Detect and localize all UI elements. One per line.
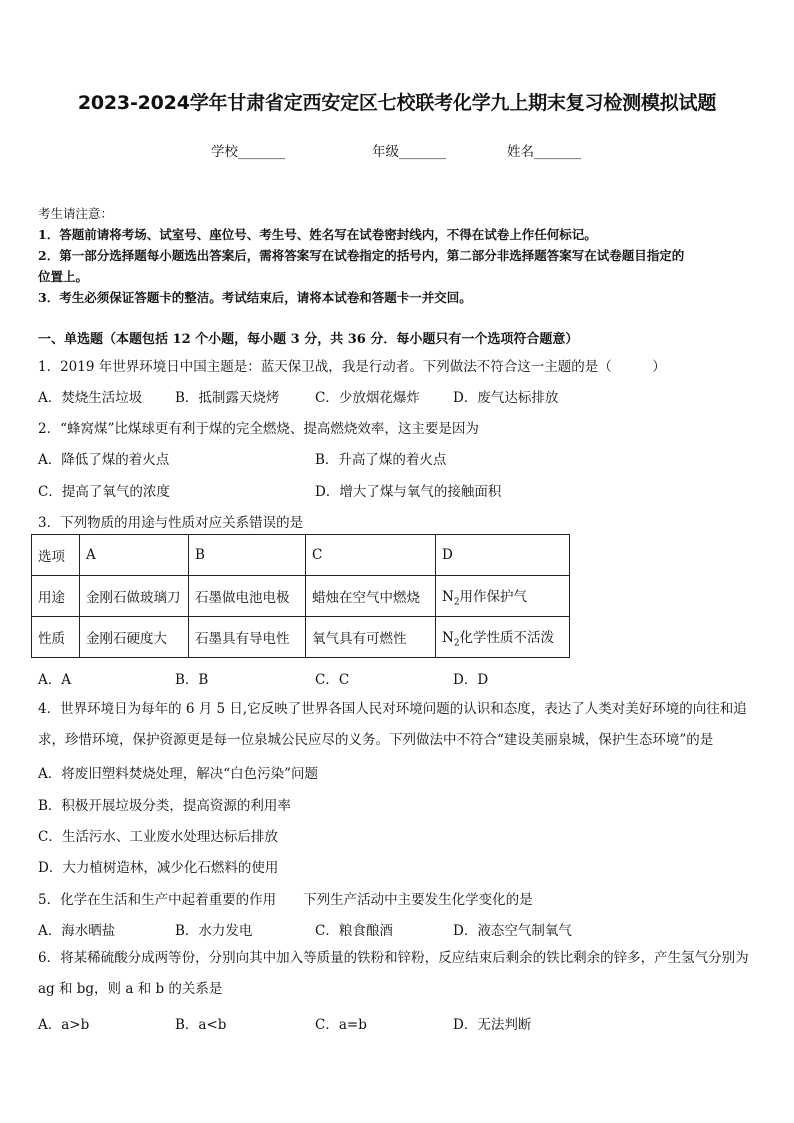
notice-item-1: 1．答题前请将考场、试室号、座位号、考生号、姓名写在试卷密封线内，不得在试卷上作任何标记。: [38, 227, 597, 242]
table-cell: 氧气具有可燃性: [306, 617, 436, 658]
table-cell: [436, 617, 570, 658]
section-heading: 一、单选题（本题包括 12 个小题，每小题 3 分，共 36 分．每小题只有一个选项符合题意）: [38, 332, 579, 347]
q3-table: [31, 534, 570, 658]
table-cell: [436, 576, 570, 617]
q1-option-a[interactable]: A．焚烧生活垃圾: [38, 390, 143, 406]
q4-option-b[interactable]: B．积极开展垃圾分类，提高资源的利用率: [38, 798, 291, 814]
q6-option-c[interactable]: C．a=b: [315, 1017, 367, 1033]
q6-option-d[interactable]: D．无法判断: [453, 1017, 532, 1033]
q1-option-c[interactable]: C．少放烟花爆炸: [315, 390, 420, 406]
q4-stem: 4．世界环境日为每年的 6 月 5 日,它反映了世界各国人民对环境问题的认识和态度，表达了人类对美好环境的向往和追求，珍惜环境，保护资源更是每一位泉城公民应尽的义务。下列做法中不符合“建设美丽泉城，保护生态环境”的是: [38, 701, 747, 748]
table-cell: 金刚石做玻璃刀: [80, 576, 189, 617]
q2-stem: 2．“蜂窝煤”比煤球更有利于煤的完全燃烧、提高燃烧效率，这主要是因为: [38, 421, 479, 437]
notice-heading: 考生请注意：: [38, 206, 114, 221]
table-cell: 用途: [32, 576, 80, 617]
table-cell: 石墨做电池电极: [189, 576, 306, 617]
q5-option-c[interactable]: C．粮食酿酒: [315, 923, 393, 939]
q1-option-d[interactable]: D．废气达标排放: [453, 390, 559, 406]
grade-field[interactable]: 年级_______: [372, 144, 447, 160]
table-cell: D: [436, 535, 570, 576]
school-field[interactable]: 学校_______: [211, 144, 286, 160]
q6-stem: 6．将某稀硫酸分成两等份，分别向其中加入等质量的铁粉和锌粉，反应结束后剩余的铁比剩余的锌多，产生氢气分别为 ag 和 bg，则 a 和 b 的关系是: [38, 950, 749, 997]
table-row: [32, 576, 570, 617]
notice-item-3: 3．考生必须保证答题卡的整洁。考试结束后，请将本试卷和答题卡一并交回。: [38, 290, 472, 305]
table-cell: 石墨具有导电性: [189, 617, 306, 658]
q6-option-b[interactable]: B．a<b: [175, 1017, 227, 1033]
cell-text: 化学性质不活泼: [459, 629, 555, 646]
table-cell: 蜡烛在空气中燃烧: [306, 576, 436, 617]
q4-option-c[interactable]: C．生活污水、工业废水处理达标后排放: [38, 829, 278, 845]
formula-n: N: [442, 629, 454, 646]
notice-item-2-cont: 位置上。: [38, 269, 89, 284]
table-cell: 选项: [32, 535, 80, 576]
q1-stem: 1．2019 年世界环境日中国主题是：蓝天保卫战，我是行动者。下列做法不符合这一主题的是（ ）: [38, 359, 666, 375]
table-cell: B: [189, 535, 306, 576]
q5-option-a[interactable]: A．海水晒盐: [38, 923, 116, 939]
table-row: [32, 617, 570, 658]
q6-option-a[interactable]: A．a>b: [38, 1017, 90, 1033]
q2-option-b[interactable]: B．升高了煤的着火点: [315, 452, 447, 468]
page-title: 2023-2024学年甘肃省定西安定区七校联考化学九上期末复习检测模拟试题: [77, 92, 717, 114]
formula-subscript: 2: [453, 638, 460, 649]
q3-option-b[interactable]: B．B: [175, 672, 209, 688]
q4-option-a[interactable]: A．将废旧塑料焚烧处理，解决“白色污染”问题: [38, 766, 319, 782]
q2-option-d[interactable]: D．增大了煤与氧气的接触面积: [315, 484, 502, 500]
table-row: [32, 535, 570, 576]
q5-stem: 5．化学在生活和生产中起着重要的作用 下列生产活动中主要发生化学变化的是: [38, 892, 533, 908]
table-cell: C: [306, 535, 436, 576]
q3-option-a[interactable]: A．A: [38, 672, 71, 688]
table-cell: 金刚石硬度大: [80, 617, 189, 658]
formula-subscript: 2: [453, 597, 460, 608]
q5-option-b[interactable]: B．水力发电: [175, 923, 253, 939]
q3-option-c[interactable]: C．C: [315, 672, 350, 688]
cell-text: 用作保护气: [459, 588, 528, 605]
table-cell: A: [80, 535, 189, 576]
q2-option-a[interactable]: A．降低了煤的着火点: [38, 452, 170, 468]
notice-item-2: 2．第一部分选择题每小题选出答案后，需将答案写在试卷指定的括号内，第二部分非选择题答案写在试卷题目指定的: [38, 248, 685, 263]
q1-option-b[interactable]: B．抵制露天烧烤: [175, 390, 280, 406]
q3-option-d[interactable]: D．D: [453, 672, 489, 688]
q4-option-d[interactable]: D．大力植树造林，减少化石燃料的使用: [38, 860, 279, 876]
table-cell: 性质: [32, 617, 80, 658]
q2-option-c[interactable]: C．提高了氧气的浓度: [38, 484, 170, 500]
name-field[interactable]: 姓名_______: [507, 144, 582, 160]
formula-n: N: [442, 588, 454, 605]
q5-option-d[interactable]: D．液态空气制氧气: [453, 923, 572, 939]
q3-stem: 3．下列物质的用途与性质对应关系错误的是: [38, 515, 304, 531]
